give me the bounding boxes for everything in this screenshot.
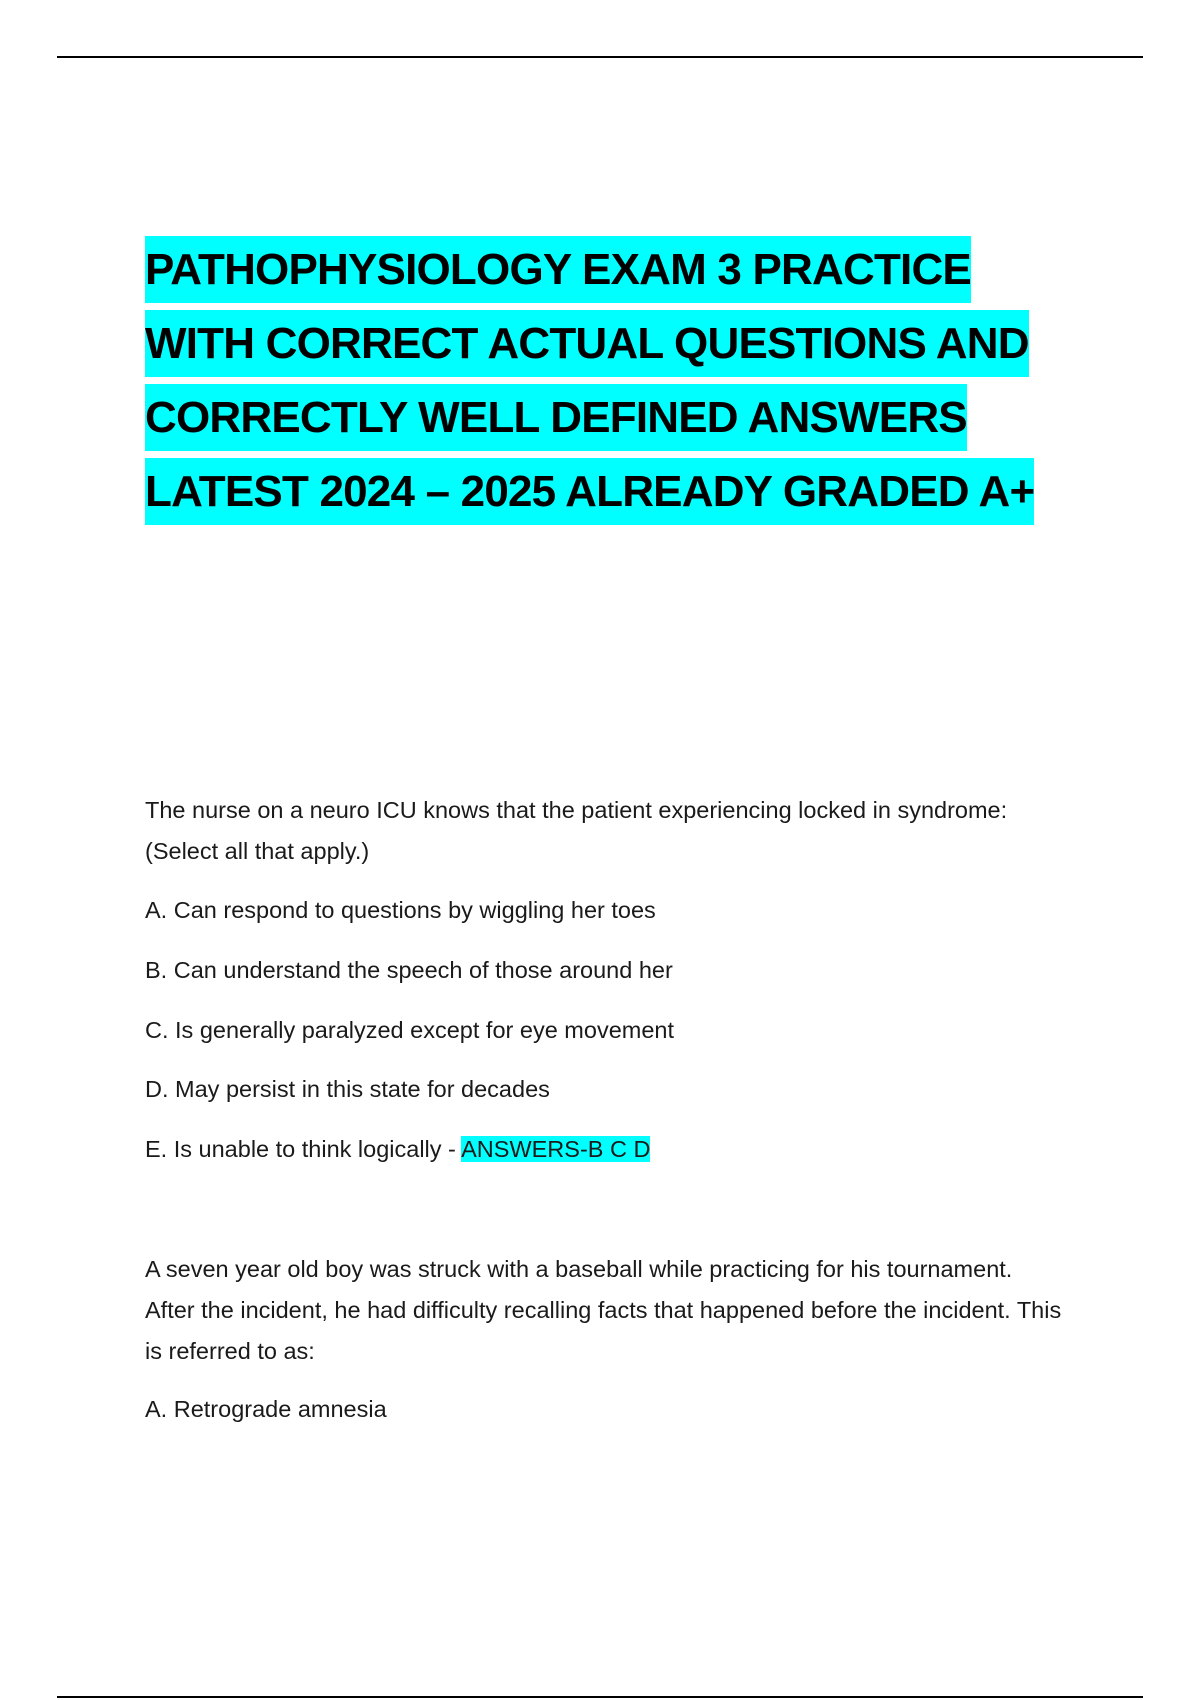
title-line: CORRECTLY WELL DEFINED ANSWERS — [145, 384, 1105, 451]
answer-highlight: ANSWERS-B C D — [461, 1136, 651, 1162]
document-title — [145, 236, 1105, 532]
bottom-rule — [57, 1696, 1143, 1698]
option-e-text: E. Is unable to think logically - — [145, 1136, 462, 1162]
question-1-option-c: C. Is generally paralyzed except for eye movement — [145, 1017, 675, 1043]
question-2-stem: A seven year old boy was struck with a baseball while practicing for his tournament. After the incident, he had difficulty recalling facts that happened before the incident. This is referred to as: — [145, 1256, 1062, 1364]
title-line: LATEST 2024 – 2025 ALREADY GRADED A+ — [145, 458, 1105, 525]
top-rule — [57, 56, 1143, 58]
title-line: WITH CORRECT ACTUAL QUESTIONS AND — [145, 310, 1105, 377]
question-1-stem: The nurse on a neuro ICU knows that the patient experiencing locked in syndrome: (Select all that apply.) — [145, 797, 1008, 864]
question-1-option-a: A. Can respond to questions by wiggling her toes — [145, 897, 656, 923]
question-2-option-a: A. Retrograde amnesia — [145, 1396, 387, 1422]
question-1-option-e — [145, 1131, 650, 1167]
question-1-option-b: B. Can understand the speech of those around her — [145, 957, 673, 983]
question-1-option-d: D. May persist in this state for decades — [145, 1076, 550, 1102]
title-line: PATHOPHYSIOLOGY EXAM 3 PRACTICE — [145, 236, 1105, 303]
